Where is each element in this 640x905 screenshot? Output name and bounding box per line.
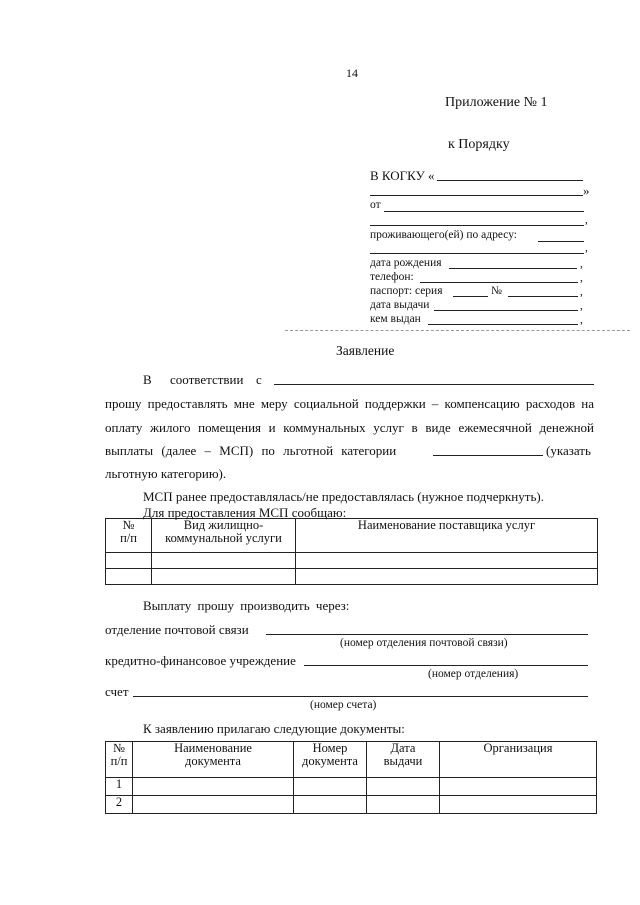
issue-date-label: дата выдачи bbox=[370, 299, 430, 311]
services-cell[interactable] bbox=[296, 553, 598, 569]
services-cell[interactable] bbox=[296, 569, 598, 585]
post-label: отделение почтовой связи bbox=[105, 622, 249, 637]
documents-header-number: Номер документа bbox=[294, 742, 367, 778]
scan-artifact-line bbox=[285, 330, 630, 331]
services-header-num: № п/п bbox=[106, 519, 152, 553]
to-label: В КОГКУ « bbox=[370, 168, 435, 183]
services-header-type: Вид жилищно- коммунальной услуги bbox=[152, 519, 296, 553]
body-line5: льготную категорию). bbox=[105, 466, 227, 481]
comma-6: , bbox=[580, 300, 583, 312]
from-line bbox=[384, 211, 584, 212]
document-title: Заявление bbox=[336, 343, 395, 358]
services-cell[interactable] bbox=[106, 553, 152, 569]
body-line4-blank bbox=[433, 455, 543, 456]
msp-info: Для предоставления МСП сообщаю: bbox=[143, 505, 347, 520]
comma-2: , bbox=[585, 242, 588, 254]
documents-header-date: Дата выдачи bbox=[367, 742, 440, 778]
body-line1-start: В bbox=[143, 372, 152, 387]
body-line1-word: соответствии bbox=[170, 372, 244, 387]
from-line-2 bbox=[370, 225, 584, 226]
account-label: счет bbox=[105, 684, 129, 699]
passport-num-line bbox=[508, 296, 578, 297]
post-hint: (номер отделения почтовой связи) bbox=[340, 637, 508, 649]
appendix-subtitle: к Порядку bbox=[448, 137, 510, 152]
body-line2: прошу предоставлять мне меру социальной поддержки – компенсацию расходов на bbox=[105, 396, 594, 411]
services-cell[interactable] bbox=[106, 569, 152, 585]
body-line1-c: с bbox=[256, 372, 262, 387]
address-line-2 bbox=[370, 253, 584, 254]
services-cell[interactable] bbox=[152, 553, 296, 569]
body-line1-blank bbox=[274, 384, 594, 385]
post-line bbox=[266, 634, 588, 635]
services-cell[interactable] bbox=[152, 569, 296, 585]
phone-line bbox=[420, 282, 578, 283]
to-line bbox=[437, 180, 583, 181]
comma-7: , bbox=[580, 314, 583, 326]
services-table bbox=[105, 518, 598, 585]
passport-label: паспорт: серия bbox=[370, 285, 443, 297]
comma-5: , bbox=[580, 286, 583, 298]
documents-cell[interactable] bbox=[133, 796, 294, 814]
documents-row-num: 2 bbox=[106, 796, 133, 814]
from-label: от bbox=[370, 199, 381, 211]
issued-by-label: кем выдан bbox=[370, 313, 421, 325]
birth-label: дата рождения bbox=[370, 257, 442, 269]
documents-cell[interactable] bbox=[440, 796, 597, 814]
payment-intro: Выплату прошу производить через: bbox=[143, 598, 350, 613]
account-hint: (номер счета) bbox=[310, 699, 377, 711]
msp-prev: МСП ранее предоставлялась/не предоставлялась (нужное подчеркнуть). bbox=[143, 489, 544, 504]
bank-hint: (номер отделения) bbox=[428, 668, 519, 680]
comma-3: , bbox=[580, 258, 583, 270]
documents-header-org: Организация bbox=[440, 742, 597, 778]
to-close: » bbox=[583, 183, 590, 198]
issued-by-line bbox=[428, 324, 578, 325]
account-line bbox=[133, 696, 588, 697]
issue-date-line bbox=[434, 310, 578, 311]
bank-label: кредитно-финансовое учреждение bbox=[105, 653, 296, 668]
passport-num-label: № bbox=[491, 285, 502, 297]
body-line4-start: выплаты (далее – МСП) по льготной категории bbox=[105, 443, 397, 458]
documents-cell[interactable] bbox=[133, 778, 294, 796]
documents-table bbox=[105, 741, 597, 814]
documents-cell[interactable] bbox=[367, 778, 440, 796]
documents-row-num: 1 bbox=[106, 778, 133, 796]
passport-series-line bbox=[453, 296, 488, 297]
body-line3: оплату жилого помещения и коммунальных услуг в виде ежемесячной денежной bbox=[105, 420, 594, 435]
documents-cell[interactable] bbox=[440, 778, 597, 796]
body-line4-end: (указать bbox=[546, 443, 591, 458]
address-label: проживающего(ей) по адресу: bbox=[370, 229, 517, 241]
phone-label: телефон: bbox=[370, 271, 414, 283]
documents-cell[interactable] bbox=[294, 778, 367, 796]
attach-intro: К заявлению прилагаю следующие документы: bbox=[143, 721, 405, 736]
documents-cell[interactable] bbox=[367, 796, 440, 814]
birth-line bbox=[449, 268, 577, 269]
documents-header-num: № п/п bbox=[106, 742, 133, 778]
page-number: 14 bbox=[346, 66, 358, 80]
comma-1: , bbox=[585, 214, 588, 226]
documents-header-name: Наименование документа bbox=[133, 742, 294, 778]
to-line-2 bbox=[370, 195, 583, 196]
services-header-provider: Наименование поставщика услуг bbox=[296, 519, 598, 553]
address-line bbox=[538, 241, 584, 242]
bank-line bbox=[304, 665, 588, 666]
documents-cell[interactable] bbox=[294, 796, 367, 814]
appendix-title: Приложение № 1 bbox=[445, 95, 548, 110]
comma-4: , bbox=[580, 272, 583, 284]
